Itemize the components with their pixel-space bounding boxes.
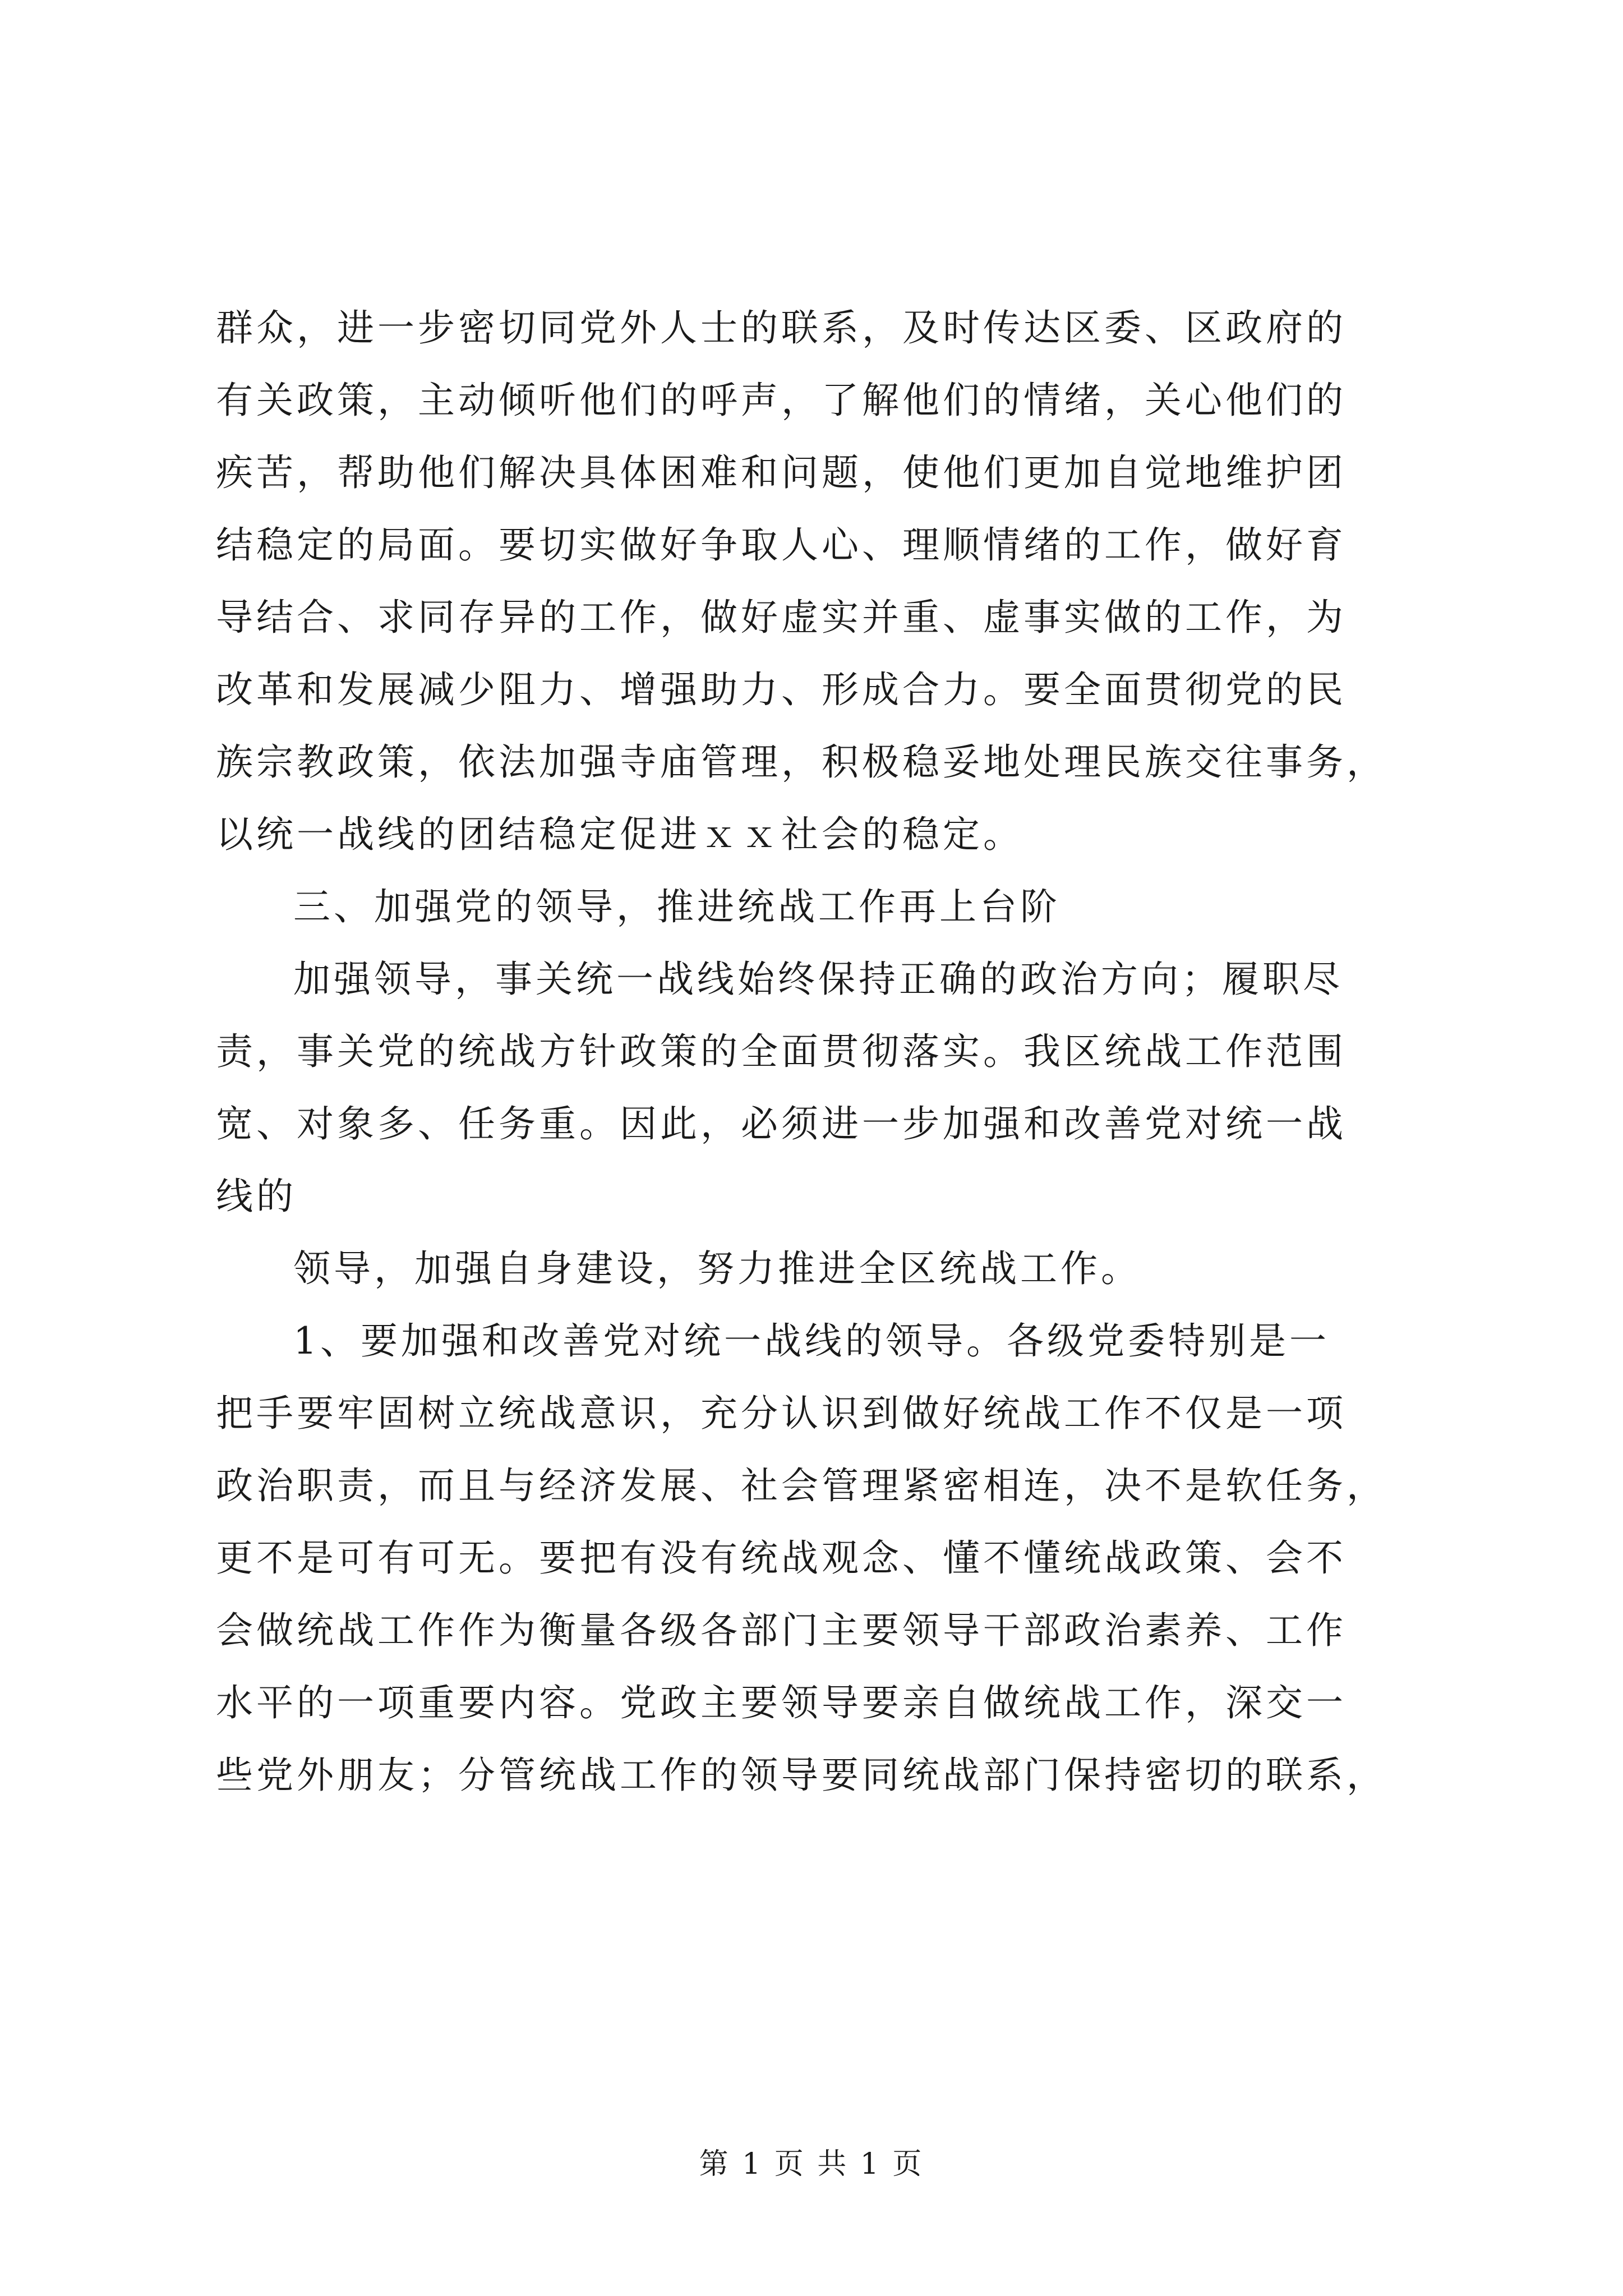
text-line: 群众，进一步密切同党外人士的联系，及时传达区委、区政府的 xyxy=(216,306,1347,349)
text-line: 有关政策，主动倾听他们的呼声，了解他们的情绪，关心他们的 xyxy=(216,379,1347,422)
page-footer: 第 1 页 共 1 页 xyxy=(699,2147,924,2181)
text-line: 结稳定的局面。要切实做好争取人心、理顺情绪的工作，做好育 xyxy=(216,523,1347,567)
text-line: 疾苦，帮助他们解决具体困难和问题，使他们更加自觉地维护团 xyxy=(216,451,1347,494)
text-line: 导结合、求同存异的工作，做好虚实并重、虚事实做的工作，为 xyxy=(216,596,1347,639)
numbered-item-line: 1、要加强和改善党对统一战线的领导。各级党委特别是一 xyxy=(293,1319,1330,1363)
text-line: 更不是可有可无。要把有没有统战观念、懂不懂统战政策、会不 xyxy=(216,1536,1347,1580)
text-line: 领导，加强自身建设，努力推进全区统战工作。 xyxy=(293,1247,1141,1290)
text-line: 宽、对象多、任务重。因此，必须进一步加强和改善党对统一战 xyxy=(216,1102,1347,1145)
text-line: 改革和发展减少阻力、增强助力、形成合力。要全面贯彻党的民 xyxy=(216,668,1347,711)
text-line: 些党外朋友；分管统战工作的领导要同统战部门保持密切的联系， xyxy=(216,1754,1387,1797)
text-line: 加强领导，事关统一战线始终保持正确的政治方向；履职尽 xyxy=(293,958,1343,1001)
text-line: 以统一战线的团结稳定促进ｘｘ社会的稳定。 xyxy=(216,813,1023,856)
text-line: 把手要牢固树立统战意识，充分认识到做好统战工作不仅是一项 xyxy=(216,1392,1347,1435)
text-line: 会做统战工作作为衡量各级各部门主要领导干部政治素养、工作 xyxy=(216,1609,1347,1652)
section-heading: 三、加强党的领导，推进统战工作再上台阶 xyxy=(293,885,1061,928)
text-line: 族宗教政策，依法加强寺庙管理，积极稳妥地处理民族交往事务， xyxy=(216,740,1387,784)
text-line: 政治职责，而且与经济发展、社会管理紧密相连，决不是软任务， xyxy=(216,1464,1387,1507)
text-line: 线的 xyxy=(216,1175,297,1218)
text-line: 责，事关党的统战方针政策的全面贯彻落实。我区统战工作范围 xyxy=(216,1030,1347,1073)
text-line: 水平的一项重要内容。党政主要领导要亲自做统战工作，深交一 xyxy=(216,1681,1347,1724)
document-body xyxy=(216,292,1410,1811)
